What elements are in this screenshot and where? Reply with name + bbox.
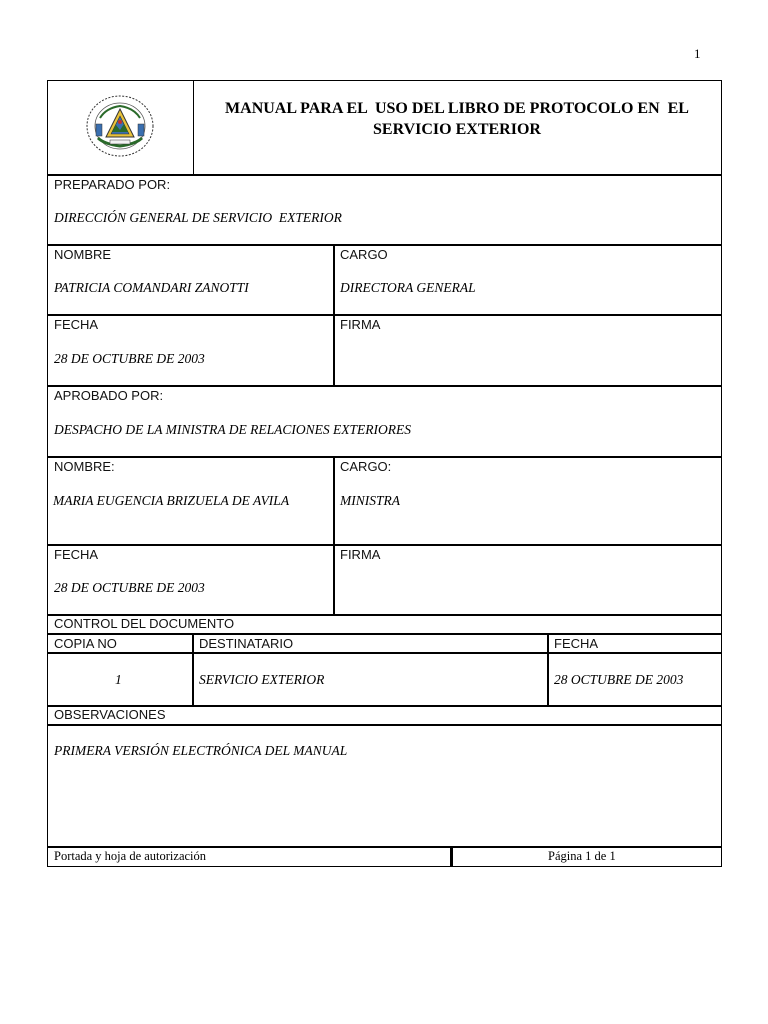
footer-left: Portada y hoja de autorización	[54, 849, 207, 863]
control-row-date: 28 OCTUBRE DE 2003	[554, 672, 684, 687]
prepared-position-label: CARGO	[340, 247, 388, 262]
prepared-date-label: FECHA	[54, 317, 99, 332]
prepared-by-label: PREPARADO POR:	[54, 177, 171, 192]
col-date-header: FECHA	[554, 636, 599, 651]
prepared-by-value: DIRECCIÓN GENERAL DE SERVICIO EXTERIOR	[54, 210, 342, 225]
control-row-recipient: SERVICIO EXTERIOR	[199, 672, 325, 687]
approved-position-label: CARGO:	[340, 459, 392, 474]
approved-signature-cell	[333, 544, 722, 616]
title-line-1: MANUAL PARA EL USO DEL LIBRO DE PROTOCOLO EN EL	[225, 100, 689, 117]
approved-signature-label: FIRMA	[340, 547, 381, 562]
footer-right: Página 1 de 1	[548, 849, 616, 863]
approved-date-label: FECHA	[54, 547, 99, 562]
approved-by-label: APROBADO POR:	[54, 388, 164, 403]
page-number: 1	[694, 46, 701, 61]
observations-value: PRIMERA VERSIÓN ELECTRÓNICA DEL MANUAL	[54, 743, 348, 758]
observations-label: OBSERVACIONES	[54, 707, 166, 722]
approved-position-value: MINISTRA	[340, 493, 400, 508]
approved-name-value: MARIA EUGENCIA BRIZUELA DE AVILA	[53, 493, 290, 508]
prepared-name-label: NOMBRE	[54, 247, 112, 262]
prepared-signature-label: FIRMA	[340, 317, 381, 332]
title-line-2: SERVICIO EXTERIOR	[373, 121, 541, 138]
prepared-signature-cell	[333, 314, 722, 387]
document-title	[194, 98, 720, 140]
control-title: CONTROL DEL DOCUMENTO	[54, 616, 235, 631]
control-row-copy: 1	[115, 672, 122, 687]
approved-by-value: DESPACHO DE LA MINISTRA DE RELACIONES EXTERIORES	[54, 422, 411, 437]
prepared-date-value: 28 DE OCTUBRE DE 2003	[54, 351, 205, 366]
approved-name-label: NOMBRE:	[54, 459, 115, 474]
coat-of-arms-icon	[84, 94, 156, 158]
prepared-name-value: PATRICIA COMANDARI ZANOTTI	[54, 280, 249, 295]
approved-date-value: 28 DE OCTUBRE DE 2003	[54, 580, 205, 595]
col-copy-header: COPIA NO	[54, 636, 117, 651]
prepared-position-value: DIRECTORA GENERAL	[340, 280, 476, 295]
col-recipient-header: DESTINATARIO	[199, 636, 294, 651]
